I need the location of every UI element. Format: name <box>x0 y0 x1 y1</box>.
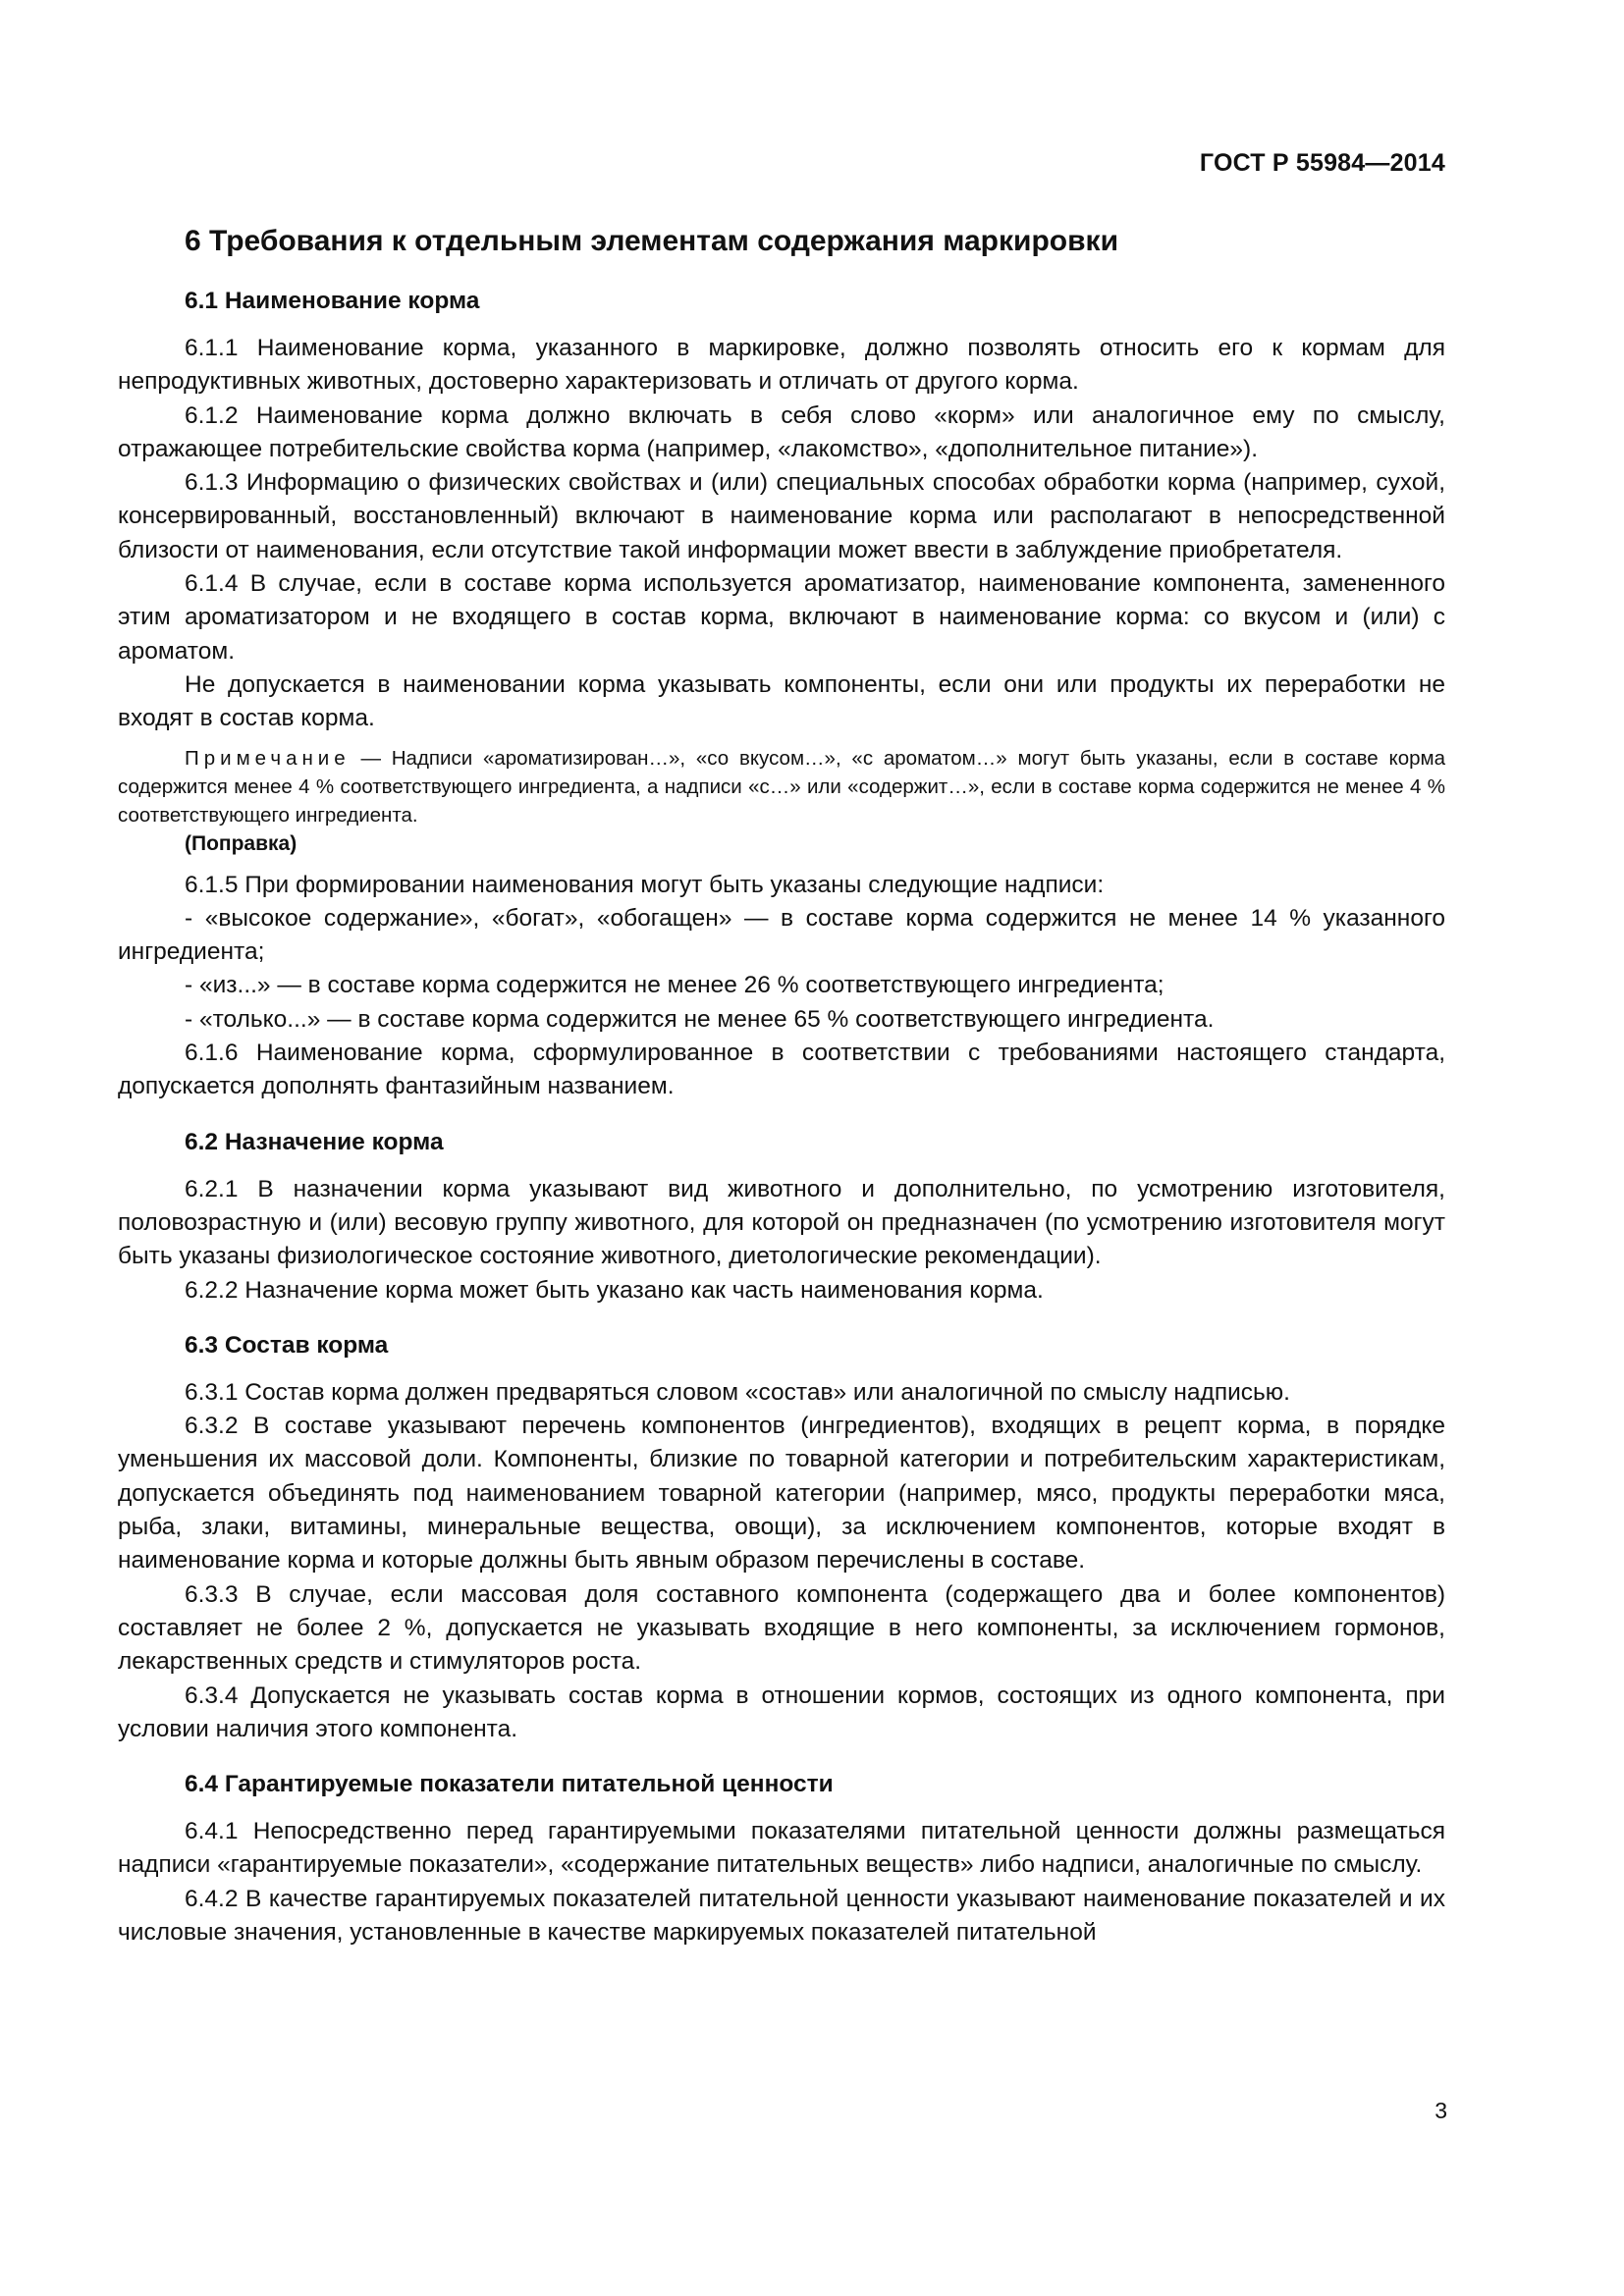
note-text: — Надписи «ароматизирован…», «со вкусом…», «с ароматом…» могут быть указаны, если в составе корма содержится менее 4 % соответствующего ингредиента, а надписи «с…» или «содержит…», если в составе корма содержится не менее 4 % соответствующего ингредиента. <box>118 746 1445 827</box>
paragraph-6-1-4: 6.1.4 В случае, если в составе корма используется ароматизатор, наименование компонента, замененного этим ароматизатором и не входящего в состав корма, включают в наименование корма: со вкусом и (или) с ароматом. <box>118 570 1445 665</box>
section-title: 6 Требования к отдельным элементам содержания маркировки <box>185 225 1119 257</box>
document-body <box>118 222 1445 1949</box>
paragraph-6-4-1: 6.4.1 Непосредственно перед гарантируемыми показателями питательной ценности должны размещаться надписи «гарантируемые показатели», «содержание питательных веществ» либо надписи, аналогичные по смыслу. <box>118 1818 1445 1879</box>
paragraph-6-1-4-continued: Не допускается в наименовании корма указывать компоненты, если они или продукты их переработки не входят в состав корма. <box>118 670 1445 732</box>
paragraph-6-2-2: 6.2.2 Назначение корма может быть указано как часть наименования корма. <box>185 1276 1044 1304</box>
list-item-from: - «из...» — в составе корма содержится не менее 26 % соответствующего ингредиента; <box>185 972 1164 999</box>
note <box>118 744 1445 829</box>
paragraph-6-2-1: 6.2.1 В назначении корма указывают вид животного и дополнительно, по усмотрению изготовителя, половозрастную и (или) весовую группу животного, для которой он предназначен (по усмотрению изготовителя могут быть указаны физиологическое состояние животного, диетологические рекомендации). <box>118 1175 1445 1270</box>
list-item-only: - «только...» — в составе корма содержится не менее 65 % соответствующего ингредиента. <box>185 1005 1215 1033</box>
subsection-title-6-1: 6.1 Наименование корма <box>185 288 480 314</box>
paragraph-6-3-4: 6.3.4 Допускается не указывать состав корма в отношении кормов, состоящих из одного компонента, при условии наличия этого компонента. <box>118 1682 1445 1742</box>
list-item-high-content: - «высокое содержание», «богат», «обогащен» — в составе корма содержится не менее 14 % указанного ингредиента; <box>118 904 1445 966</box>
paragraph-6-1-5: 6.1.5 При формировании наименования могут быть указаны следующие надписи: <box>185 871 1105 898</box>
paragraph-6-1-6: 6.1.6 Наименование корма, сформулированное в соответствии с требованиями настоящего стандарта, допускается дополнять фантазийным названием. <box>118 1040 1445 1100</box>
subsection-title-6-3: 6.3 Состав корма <box>185 1331 389 1359</box>
page-number: 3 <box>1435 2098 1447 2123</box>
paragraph-6-3-3: 6.3.3 В случае, если массовая доля составного компонента (содержащего два и более компонентов) составляет не более 2 %, допускается не указывать входящие в него компоненты, за исключением гормонов, лекарственных средств и стимуляторов роста. <box>118 1580 1445 1676</box>
subsection-title-6-2: 6.2 Назначение корма <box>185 1128 444 1155</box>
paragraph-6-3-1: 6.3.1 Состав корма должен предваряться словом «состав» или аналогичной по смыслу надписью. <box>185 1378 1290 1406</box>
document-code: ГОСТ Р 55984—2014 <box>1199 149 1445 177</box>
amendment-label: (Поправка) <box>185 831 298 855</box>
paragraph-6-1-3: 6.1.3 Информацию о физических свойствах и (или) специальных способах обработки корма (например, сухой, консервированный, восстановленный) включают в наименование корма или располагают в непосредственной близости от наименования, если отсутствие такой информации может ввести в заблуждение приобретателя. <box>118 469 1445 563</box>
subsection-title-6-4: 6.4 Гарантируемые показатели питательной ценности <box>185 1771 834 1798</box>
paragraph-6-3-2: 6.3.2 В составе указывают перечень компонентов (ингредиентов), входящих в рецепт корма, в порядке уменьшения их массовой доли. Компоненты, близкие по товарной категории и потребительским характеристикам, допускается объединять под наименованием товарной категории (например, мясо, продукты переработки мяса, рыба, злаки, витамины, минеральные вещества, овощи), за исключением компонентов, которые входят в наименование корма и которые должны быть явным образом перечислены в составе. <box>118 1413 1445 1575</box>
note-label: Примечание <box>185 746 351 770</box>
paragraph-6-4-2: 6.4.2 В качестве гарантируемых показателей питательной ценности указывают наименование показателей и их числовые значения, установленные в качестве маркируемых показателей питательной <box>118 1885 1445 1946</box>
paragraph-6-1-1: 6.1.1 Наименование корма, указанного в маркировке, должно позволять относить его к кормам для непродуктивных животных, достоверно характеризовать и отличать от другого корма. <box>118 335 1445 396</box>
paragraph-6-1-2: 6.1.2 Наименование корма должно включать в себя слово «корм» или аналогичное ему по смыслу, отражающее потребительские свойства корма (например, «лакомство», «дополнительное питание»). <box>118 401 1445 462</box>
